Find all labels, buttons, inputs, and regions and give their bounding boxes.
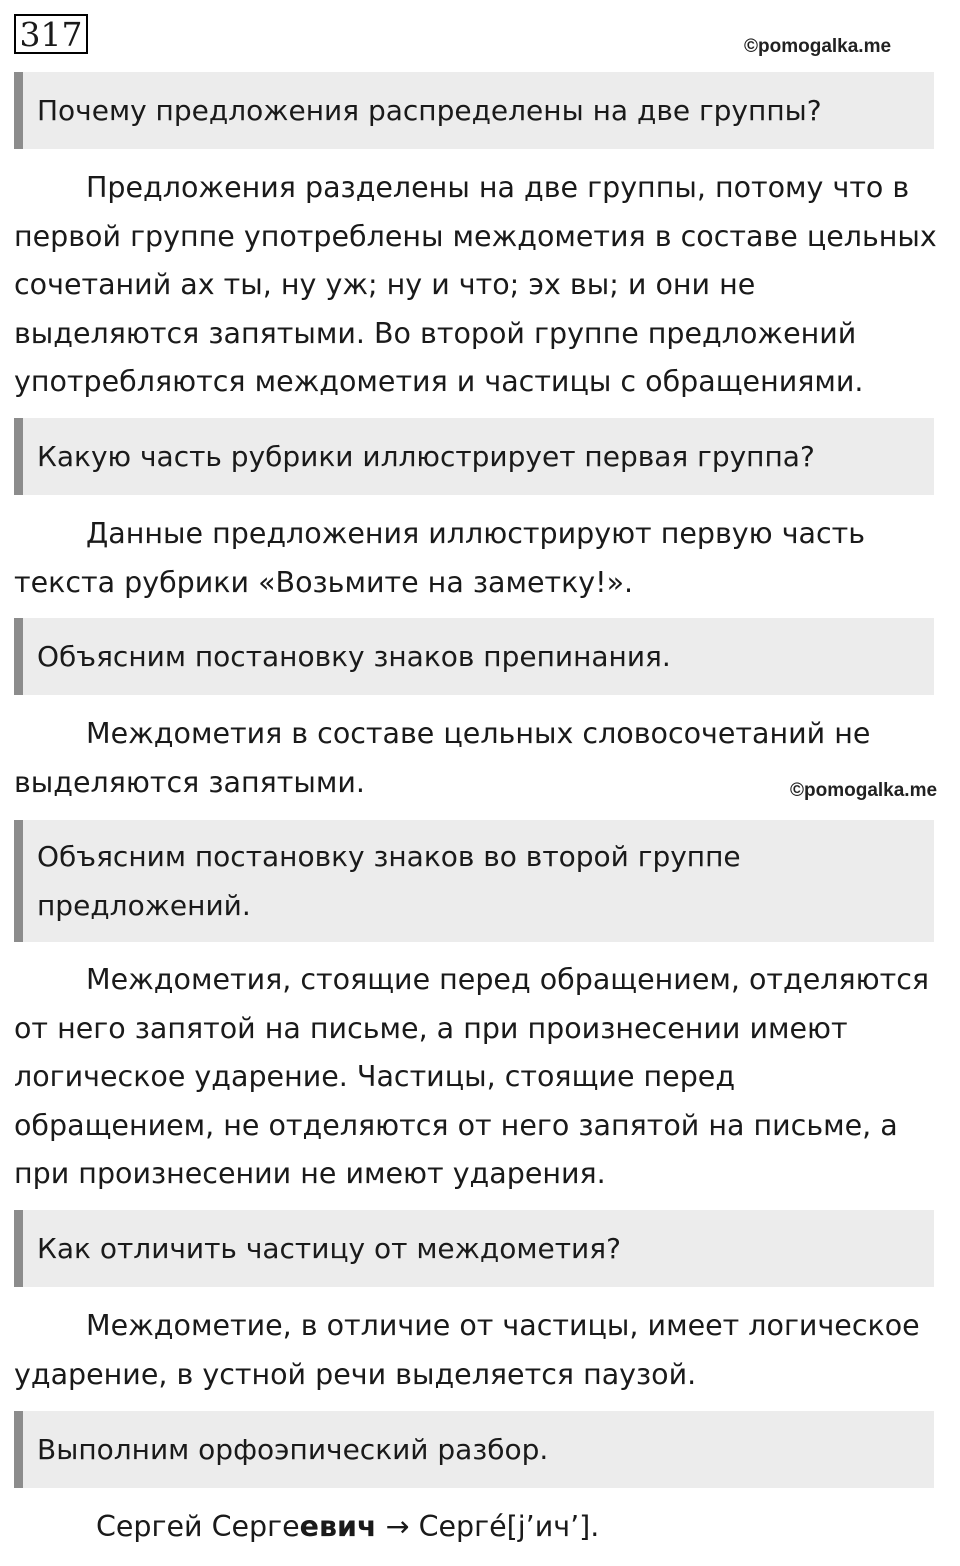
answer-paragraph-5 <box>14 1302 944 1399</box>
question-text: Объясним постановку знаков во второй группе предложений. <box>37 840 741 922</box>
answer-text: Междометия, стоящие перед обращением, отделяются от него запятой на письме, а при произнесении имеют логическое ударение. Частицы, стоящие перед обращением, не отделяются от него запятой на письме, а при произнесении не имеют ударения. <box>14 963 930 1190</box>
question-box-3 <box>14 618 934 695</box>
answer-paragraph-1 <box>14 164 944 407</box>
word-prefix: Сергей Серге <box>96 1510 300 1543</box>
watermark-middle: ©pomogalka.me <box>790 780 938 801</box>
answer-paragraph-2 <box>14 510 944 607</box>
question-box-5 <box>14 1210 934 1287</box>
arrow-icon: → <box>385 1510 410 1543</box>
transcription: Серге́[j’ич’]. <box>418 1510 600 1543</box>
answer-paragraph-4 <box>14 956 944 1199</box>
word-bold-suffix: евич <box>299 1510 377 1543</box>
answer-text: Данные предложения иллюстрируют первую часть текста рубрики «Возьмите на заметку!». <box>14 517 866 599</box>
exercise-number: 317 <box>14 14 88 54</box>
question-box-2 <box>14 418 934 495</box>
answer-text: Междометие, в отличие от частицы, имеет логическое ударение, в устной речи выделяется паузой. <box>14 1309 920 1391</box>
question-text: Выполним орфоэпический разбор. <box>37 1433 549 1466</box>
question-box-6 <box>14 1411 934 1488</box>
question-text: Объясним постановку знаков препинания. <box>37 640 671 673</box>
question-text: Как отличить частицу от междометия? <box>37 1232 621 1265</box>
answer-text: Предложения разделены на две группы, потому что в первой группе употреблены междометия в составе цельных сочетаний ах ты, ну уж; ну и что; эх вы; и они не выделяются запятыми. Во второй группе предложений употребляются междометия и частицы с обращениями. <box>14 171 937 398</box>
question-text: Какую часть рубрики иллюстрирует первая группа? <box>37 440 815 473</box>
question-box-4 <box>14 820 934 942</box>
watermark-top: ©pomogalka.me <box>744 36 892 57</box>
question-text: Почему предложения распределены на две группы? <box>37 94 822 127</box>
answer-text: Междометия в составе цельных словосочетаний не выделяются запятыми. <box>14 717 871 799</box>
orthoepic-analysis <box>96 1505 599 1549</box>
question-box-1 <box>14 72 934 149</box>
